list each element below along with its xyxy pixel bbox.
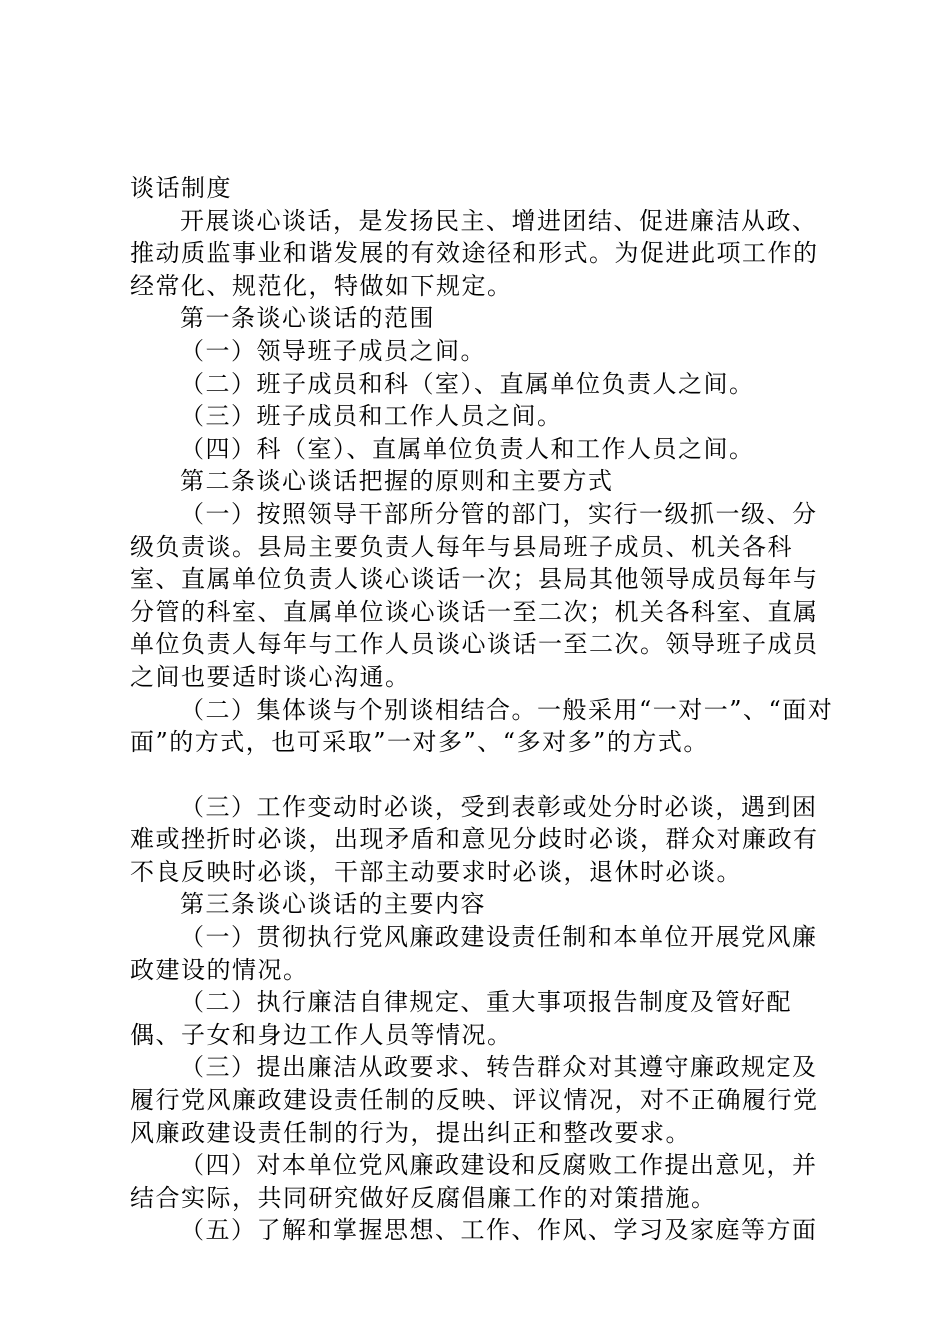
article-3-item-4: （四）对本单位党风廉政建设和反腐败工作提出意见，并结合实际，共同研究做好反腐倡廉工作的对策措施。 (130, 1151, 818, 1212)
article-3-item-1: （一）贯彻执行党风廉政建设责任制和本单位开展党风廉政建设的情况。 (130, 923, 818, 984)
article-1-heading: 第一条谈心谈话的范围 (180, 304, 435, 333)
article-1-item-3: （三）班子成员和工作人员之间。 (180, 402, 563, 431)
article-2-item-3: （三）工作变动时必谈，受到表彰或处分时必谈，遇到困难或挫折时必谈，出现矛盾和意见分歧时必谈，群众对廉政有不良反映时必谈，干部主动要求时必谈，退休时必谈。 (130, 792, 819, 886)
article-2-heading: 第二条谈心谈话把握的原则和主要方式 (180, 467, 614, 496)
article-3-heading: 第三条谈心谈话的主要内容 (180, 890, 486, 919)
article-2-item-2: （二）集体谈与个别谈相结合。一般采用“一对一”、“面对面”的方式，也可采取”一对多”、“多对多”的方式。 (130, 695, 834, 757)
article-1-item-2: （二）班子成员和科（室）、直属单位负责人之间。 (180, 369, 755, 398)
document-title: 谈话制度 (130, 174, 232, 202)
article-1-item-1: （一）领导班子成员之间。 (180, 336, 486, 365)
article-3-item-3: （三）提出廉洁从政要求、转告群众对其遵守廉政规定及履行党风廉政建设责任制的反映、评议情况，对不正确履行党风廉政建设责任制的行为，提出纠正和整改要求。 (130, 1053, 819, 1147)
article-3-item-5: （五）了解和掌握思想、工作、作风、学习及家庭等方面 (180, 1216, 818, 1245)
blank-line (130, 759, 840, 791)
document-body (130, 172, 840, 1247)
paragraph-intro: 开展谈心谈话，是发扬民主、增进团结、促进廉洁从政、推动质监事业和谐发展的有效途径和形式。为促进此项工作的经常化、规范化，特做如下规定。 (130, 206, 819, 300)
article-2-item-1: （一）按照领导干部所分管的部门，实行一级抓一级、分级负责谈。县局主要负责人每年与县局班子成员、机关各科室、直属单位负责人谈心谈话一次；县局其他领导成员每年与分管的科室、直属单位谈心谈话一至二次；机关各科室、直属单位负责人每年与工作人员谈心谈话一至二次。领导班子成员之间也要适时谈心沟通。 (130, 499, 819, 691)
article-1-item-4: （四）科（室）、直属单位负责人和工作人员之间。 (180, 434, 755, 463)
article-3-item-2: （二）执行廉洁自律规定、重大事项报告制度及管好配偶、子女和身边工作人员等情况。 (130, 988, 792, 1049)
